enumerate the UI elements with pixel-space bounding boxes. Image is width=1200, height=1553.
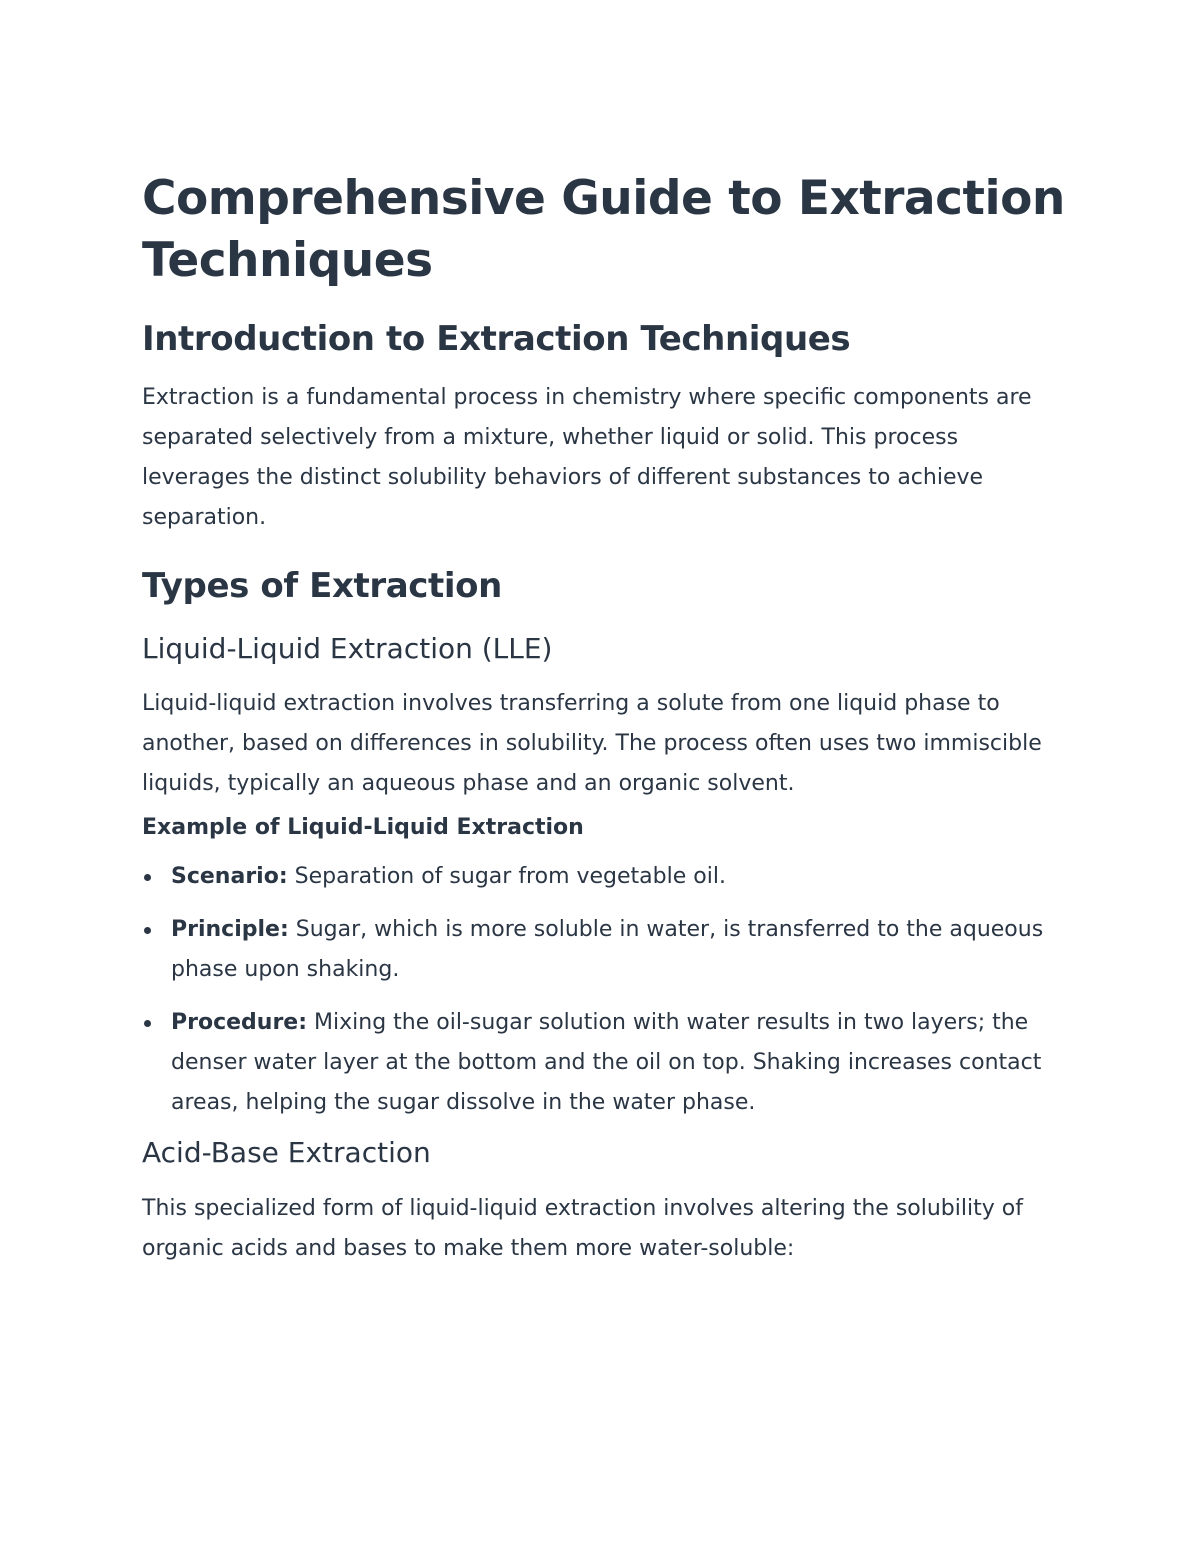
bullet-icon: [144, 927, 151, 934]
subsection-heading-acid-base: Acid-Base Extraction: [142, 1136, 431, 1169]
lle-paragraph: Liquid-liquid extraction involves transferring a solute from one liquid phase to another, based on differences in solubility. The process often uses two immiscible liquids, typically an aqueous phase and an organic solvent.: [142, 691, 1042, 796]
list-item: [142, 1003, 1072, 1123]
list-item-text: Sugar, which is more soluble in water, is transferred to the aqueous phase upon shaking.: [171, 917, 1044, 982]
bullet-icon: [144, 874, 151, 881]
list-item-text: Mixing the oil-sugar solution with water results in two layers; the denser water layer at the bottom and the oil on top. Shaking increases contact areas, helping the sugar dissolve in the water phase.: [171, 1010, 1042, 1115]
list-item-text: Separation of sugar from vegetable oil.: [287, 864, 726, 889]
acid-base-paragraph: This specialized form of liquid-liquid extraction involves altering the solubility of organic acids and bases to make them more water-soluble:: [142, 1196, 1023, 1261]
document-page: [142, 168, 1072, 1269]
list-item-term: Procedure:: [171, 1010, 308, 1035]
section-heading-introduction: Introduction to Extraction Techniques: [142, 319, 851, 359]
document-title: Comprehensive Guide to Extraction Techniques: [142, 171, 1065, 288]
list-item: [142, 857, 1072, 897]
lle-example-list: [142, 857, 1072, 1123]
list-item-term: Principle:: [171, 917, 289, 942]
list-item: [142, 910, 1072, 990]
bullet-icon: [144, 1020, 151, 1027]
subsection-heading-lle: Liquid-Liquid Extraction (LLE): [142, 632, 553, 665]
lle-example-heading: Example of Liquid-Liquid Extraction: [142, 815, 584, 840]
introduction-paragraph: Extraction is a fundamental process in chemistry where specific components are separated selectively from a mixture, whether liquid or solid. This process leverages the distinct solubility behaviors of different substances to achieve separation.: [142, 385, 1032, 530]
section-heading-types: Types of Extraction: [142, 566, 502, 606]
list-item-term: Scenario:: [171, 864, 288, 889]
